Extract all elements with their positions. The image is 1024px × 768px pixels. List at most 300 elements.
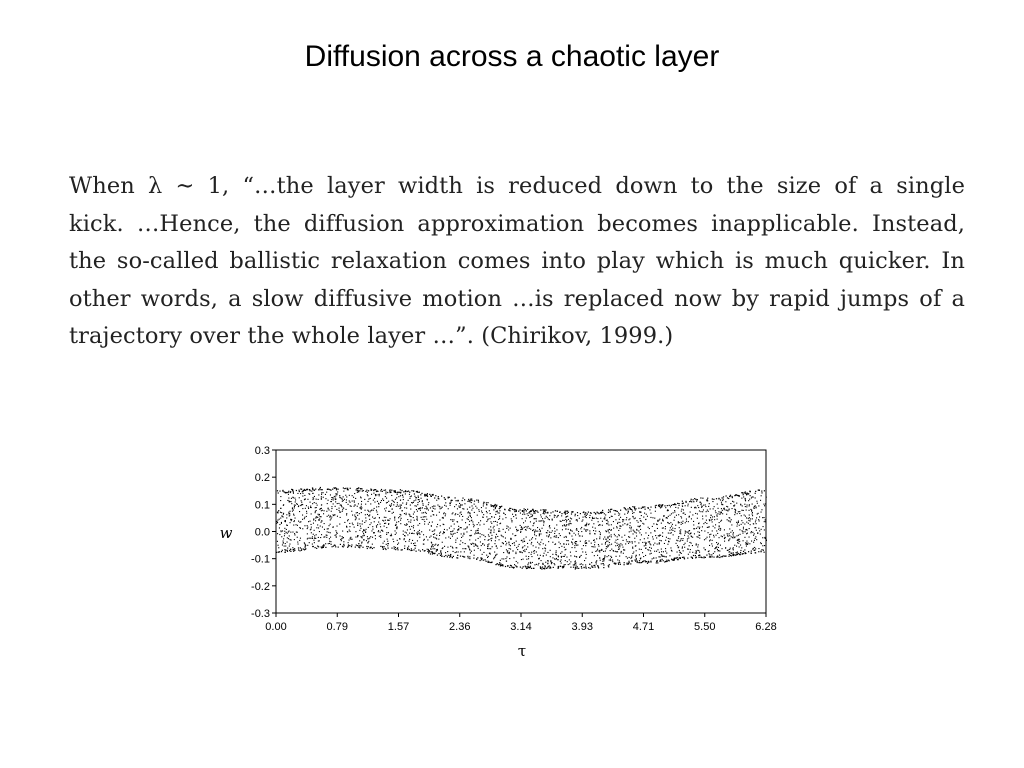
data-point [641,515,642,516]
data-point [388,520,389,521]
data-point [443,513,444,514]
data-point [444,497,445,498]
data-point [368,511,369,512]
data-point [605,543,606,544]
data-point [382,520,383,521]
data-point [366,546,367,547]
data-point [700,497,701,498]
data-point [565,549,566,550]
data-point [306,489,307,490]
data-point [727,519,728,520]
data-point [634,560,635,561]
data-point [755,521,756,522]
data-point [750,520,751,521]
data-point [649,528,650,529]
data-point [756,539,757,540]
data-point [534,553,535,554]
data-point [431,542,432,543]
data-point [599,513,600,514]
data-point [642,552,643,553]
data-point [423,505,424,506]
data-point [413,549,414,550]
data-point [462,504,463,505]
data-point [316,527,317,528]
data-point [594,542,595,543]
data-point [294,533,295,534]
data-point [650,532,651,533]
data-point [496,554,497,555]
data-point [329,509,330,510]
data-point [584,560,585,561]
data-point [346,499,347,500]
data-point [627,541,628,542]
data-point [675,507,676,508]
data-point [660,556,661,557]
data-point [632,541,633,542]
data-point [566,537,567,538]
data-point [745,499,746,500]
data-point [477,515,478,516]
data-point [704,531,705,532]
data-point [499,539,500,540]
data-point [505,566,506,567]
data-point [464,556,465,557]
data-point [349,523,350,524]
data-point [512,543,513,544]
data-point [543,511,544,512]
data-point [400,495,401,496]
data-point [761,491,762,492]
data-point [626,539,627,540]
data-point [462,536,463,537]
data-point [444,505,445,506]
data-point [611,534,612,535]
data-point [483,517,484,518]
data-point [320,489,321,490]
data-point [411,550,412,551]
data-point [533,568,534,569]
data-point [321,494,322,495]
data-point [742,505,743,506]
data-point [618,562,619,563]
data-point [296,490,297,491]
data-point [689,552,690,553]
data-point [404,545,405,546]
data-point [488,556,489,557]
data-point [343,496,344,497]
data-point [471,517,472,518]
data-point [633,512,634,513]
data-point [705,549,706,550]
data-point [386,544,387,545]
data-point [282,544,283,545]
data-point [552,530,553,531]
data-point [340,539,341,540]
data-point [283,505,284,506]
data-point [520,525,521,526]
data-point [453,551,454,552]
data-point [721,512,722,513]
data-point [321,522,322,523]
data-point [644,545,645,546]
data-point [536,564,537,565]
data-point [385,517,386,518]
data-point [628,561,629,562]
data-point [527,509,528,510]
data-point [522,511,523,512]
data-point [730,521,731,522]
data-point [743,528,744,529]
data-point [677,540,678,541]
y-tick-label: 0.3 [254,445,270,457]
data-point [444,546,445,547]
data-point [550,561,551,562]
data-point [506,543,507,544]
data-point [575,514,576,515]
data-point [693,524,694,525]
data-point [660,507,661,508]
data-point [435,537,436,538]
data-point [523,550,524,551]
data-point [567,516,568,517]
data-point [522,529,523,530]
data-point [400,523,401,524]
data-point [682,548,683,549]
data-point [362,531,363,532]
data-point [529,528,530,529]
data-point [472,543,473,544]
data-point [620,564,621,565]
data-point [633,530,634,531]
data-point [371,547,372,548]
data-point [434,548,435,549]
data-point [495,556,496,557]
data-point [707,498,708,499]
data-point [622,544,623,545]
data-point [324,523,325,524]
data-point [585,512,586,513]
data-point [679,530,680,531]
data-point [657,521,658,522]
data-point [340,505,341,506]
data-point [528,526,529,527]
data-point [628,563,629,564]
data-point [672,504,673,505]
data-point [288,512,289,513]
data-point [657,528,658,529]
data-point [351,546,352,547]
data-point [693,528,694,529]
data-point [330,494,331,495]
data-point [750,524,751,525]
data-point [733,554,734,555]
data-point [358,545,359,546]
data-point [607,545,608,546]
data-point [464,499,465,500]
data-point [437,524,438,525]
data-point [764,517,765,518]
data-point [688,504,689,505]
data-point [350,488,351,489]
data-point [702,511,703,512]
data-point [637,561,638,562]
data-point [294,520,295,521]
data-point [669,523,670,524]
data-point [614,514,615,515]
data-point [736,522,737,523]
data-point [457,514,458,515]
data-point [615,551,616,552]
data-point [576,528,577,529]
data-point [635,561,636,562]
data-point [359,547,360,548]
data-point [676,543,677,544]
data-point [355,537,356,538]
data-point [573,564,574,565]
data-point [682,557,683,558]
data-point [654,518,655,519]
data-point [678,538,679,539]
data-point [526,568,527,569]
data-point [735,509,736,510]
data-point [720,545,721,546]
data-point [363,529,364,530]
data-point [471,499,472,500]
data-point [607,546,608,547]
data-point [597,555,598,556]
data-point [528,566,529,567]
data-point [280,508,281,509]
data-point [705,504,706,505]
data-point [448,555,449,556]
data-point [556,537,557,538]
data-point [384,541,385,542]
data-point [607,541,608,542]
data-point [433,514,434,515]
data-point [699,510,700,511]
data-point [632,511,633,512]
data-point [608,555,609,556]
data-point [395,534,396,535]
data-point [496,511,497,512]
data-point [682,501,683,502]
data-point [487,544,488,545]
data-point [609,542,610,543]
data-point [632,547,633,548]
data-point [761,509,762,510]
data-point [724,529,725,530]
data-point [567,561,568,562]
data-point [465,528,466,529]
data-point [337,526,338,527]
data-point [535,518,536,519]
data-point [472,505,473,506]
data-point [345,488,346,489]
data-point [375,538,376,539]
data-point [710,534,711,535]
data-point [569,563,570,564]
data-point [745,491,746,492]
data-point [489,518,490,519]
data-point [536,551,537,552]
data-point [515,515,516,516]
data-point [299,540,300,541]
data-point [406,514,407,515]
data-point [395,549,396,550]
data-point [563,556,564,557]
data-point [374,508,375,509]
data-point [378,503,379,504]
data-point [516,529,517,530]
data-point [624,523,625,524]
data-point [365,491,366,492]
data-point [709,534,710,535]
data-point [311,491,312,492]
data-point [632,513,633,514]
data-point [473,543,474,544]
data-point [302,504,303,505]
data-point [439,533,440,534]
data-point [358,543,359,544]
data-point [692,514,693,515]
data-point [687,538,688,539]
data-point [586,542,587,543]
data-point [409,541,410,542]
data-point [722,504,723,505]
data-point [502,558,503,559]
data-point [370,536,371,537]
data-point [739,541,740,542]
data-point [533,551,534,552]
data-point [608,529,609,530]
data-point [417,491,418,492]
data-point [726,495,727,496]
data-point [329,489,330,490]
data-point [348,504,349,505]
data-point [511,520,512,521]
data-point [285,546,286,547]
data-point [279,527,280,528]
data-point [554,517,555,518]
data-point [735,555,736,556]
data-point [639,549,640,550]
data-point [343,487,344,488]
data-point [447,529,448,530]
data-point [363,533,364,534]
data-point [473,526,474,527]
data-point [282,530,283,531]
data-point [681,524,682,525]
data-point [349,530,350,531]
data-point [428,504,429,505]
data-point [585,552,586,553]
data-point [655,507,656,508]
data-point [454,533,455,534]
data-point [408,491,409,492]
data-point [751,541,752,542]
data-point [632,553,633,554]
data-point [506,549,507,550]
data-point [301,502,302,503]
data-point [481,559,482,560]
data-point [429,537,430,538]
data-point [354,493,355,494]
data-point [692,537,693,538]
data-point [363,490,364,491]
data-point [374,489,375,490]
data-point [506,556,507,557]
data-point [471,530,472,531]
data-point [599,557,600,558]
data-point [276,521,277,522]
data-point [569,533,570,534]
data-point [530,562,531,563]
data-point [303,549,304,550]
data-point [547,563,548,564]
data-point [432,495,433,496]
data-point [566,520,567,521]
data-point [386,527,387,528]
data-point [659,506,660,507]
data-point [321,510,322,511]
data-point [285,492,286,493]
data-point [486,516,487,517]
data-point [566,525,567,526]
data-point [749,543,750,544]
data-point [720,521,721,522]
data-point [721,556,722,557]
data-point [760,551,761,552]
data-point [330,501,331,502]
data-point [660,561,661,562]
data-point [540,530,541,531]
data-point [289,531,290,532]
data-point [677,545,678,546]
data-point [290,519,291,520]
data-point [349,500,350,501]
data-point [524,541,525,542]
data-point [438,539,439,540]
data-point [585,541,586,542]
data-point [761,495,762,496]
data-point [707,500,708,501]
data-point [285,552,286,553]
data-point [667,518,668,519]
data-point [732,497,733,498]
data-point [684,535,685,536]
data-point [526,518,527,519]
data-point [403,531,404,532]
data-point [437,549,438,550]
data-point [394,518,395,519]
data-point [452,513,453,514]
data-point [404,548,405,549]
data-point [733,532,734,533]
data-point [738,553,739,554]
data-point [458,506,459,507]
data-point [619,546,620,547]
data-point [540,566,541,567]
data-point [667,505,668,506]
data-point [738,511,739,512]
data-point [391,505,392,506]
data-point [469,556,470,557]
data-point [733,537,734,538]
data-point [516,547,517,548]
data-point [308,507,309,508]
data-point [693,555,694,556]
data-point [374,521,375,522]
